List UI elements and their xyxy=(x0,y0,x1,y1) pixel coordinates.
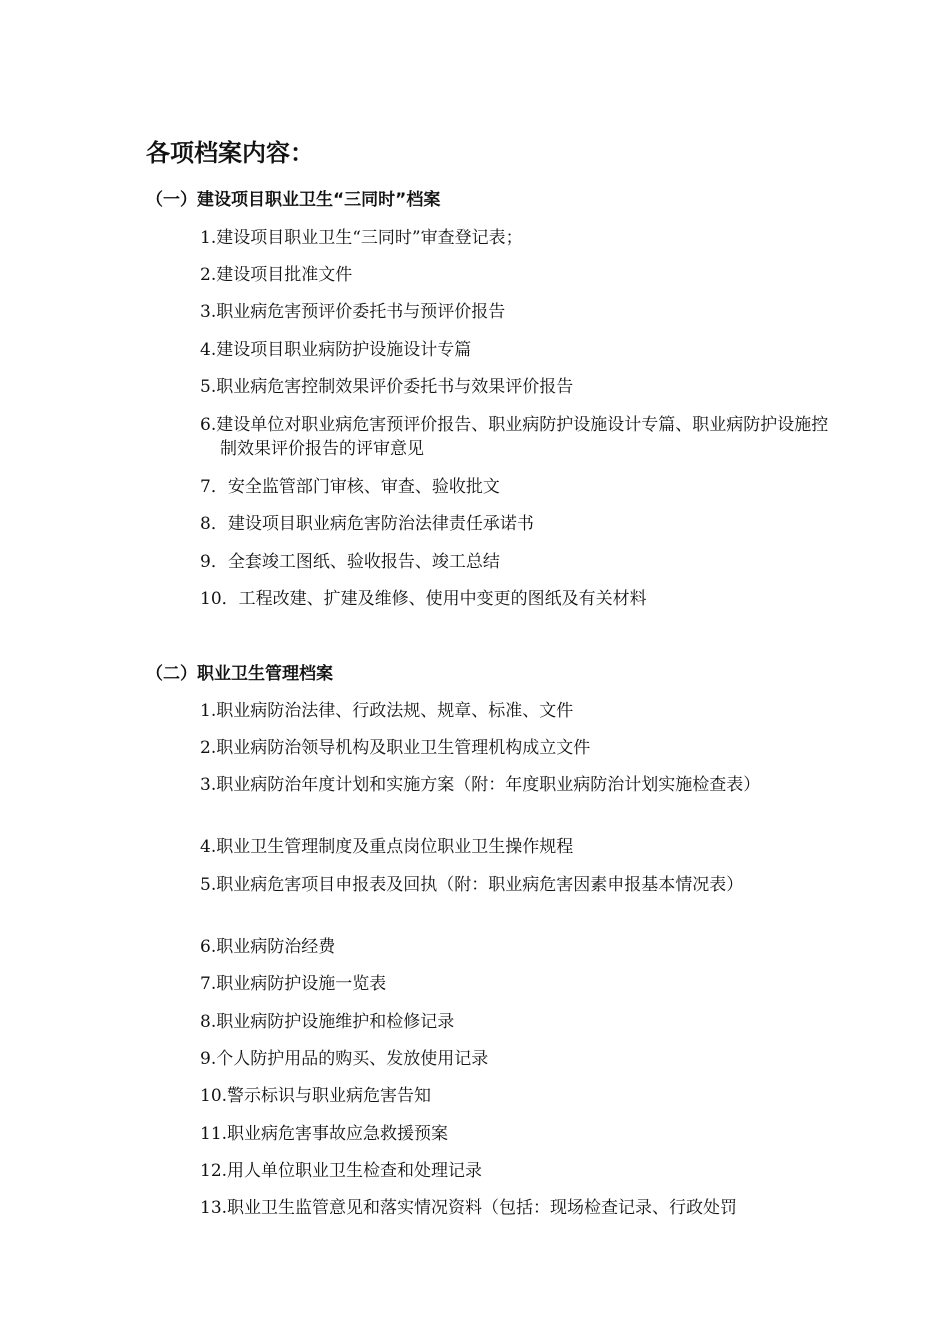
list-item: 2.建设项目批准文件 xyxy=(200,265,353,285)
list-item: 7.职业病防护设施一览表 xyxy=(200,974,387,994)
section-heading-2: （二）职业卫生管理档案 xyxy=(146,664,333,684)
list-item: 8.职业病防护设施维护和检修记录 xyxy=(200,1012,455,1032)
list-item: 13.职业卫生监管意见和落实情况资料（包括：现场检查记录、行政处罚 xyxy=(200,1198,738,1218)
list-item: 4.建设项目职业病防护设施设计专篇 xyxy=(200,340,472,360)
list-item: 11.职业病危害事故应急救援预案 xyxy=(200,1124,449,1144)
list-item: 8．建设项目职业病危害防治法律责任承诺书 xyxy=(200,514,534,534)
list-item: 10.警示标识与职业病危害告知 xyxy=(200,1086,432,1106)
list-item: 10．工程改建、扩建及维修、使用中变更的图纸及有关材料 xyxy=(200,589,647,609)
list-item: 5.职业病危害项目申报表及回执（附：职业病危害因素申报基本情况表） xyxy=(200,875,744,895)
list-item: 5.职业病危害控制效果评价委托书与效果评价报告 xyxy=(200,377,574,397)
list-item: 2.职业病防治领导机构及职业卫生管理机构成立文件 xyxy=(200,738,591,758)
list-item: 6.建设单位对职业病危害预评价报告、职业病防护设施设计专篇、职业病防护设施控制效果评价报告的评审意见 xyxy=(200,415,829,459)
page-title: 各项档案内容： xyxy=(146,139,314,167)
list-item: 3.职业病危害预评价委托书与预评价报告 xyxy=(200,302,506,322)
section-heading-1: （一）建设项目职业卫生“三同时”档案 xyxy=(146,190,441,210)
list-item: 12.用人单位职业卫生检查和处理记录 xyxy=(200,1161,483,1181)
list-item: 1.建设项目职业卫生“三同时”审查登记表； xyxy=(200,228,523,248)
list-item: 9.个人防护用品的购买、发放使用记录 xyxy=(200,1049,489,1069)
list-item: 7．安全监管部门审核、审查、验收批文 xyxy=(200,477,500,497)
list-item: 9．全套竣工图纸、验收报告、竣工总结 xyxy=(200,552,500,572)
list-item: 1.职业病防治法律、行政法规、规章、标准、文件 xyxy=(200,701,574,721)
list-item: 4.职业卫生管理制度及重点岗位职业卫生操作规程 xyxy=(200,837,574,857)
list-item: 3.职业病防治年度计划和实施方案（附：年度职业病防治计划实施检查表） xyxy=(200,775,761,795)
list-item: 6.职业病防治经费 xyxy=(200,937,336,957)
